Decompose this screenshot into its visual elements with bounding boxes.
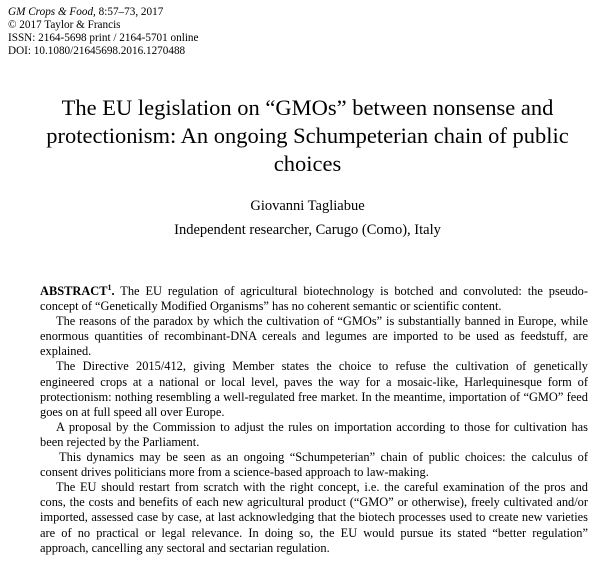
abstract-paragraph: The reasons of the paradox by which the cultivation of “GMOs” is substantially banned in Europe, while enormous quantities of recombinant-DNA cereals and legumes are imported to be used as feedstuff, are explained. xyxy=(40,314,588,359)
article-title xyxy=(0,94,615,178)
abstract-paragraph: The EU should restart from scratch with the right concept, i.e. the careful examination of the pros and cons, the costs and benefits of each new agricultural product (“GMO” or otherwise), freely cultivated and/or imported, assessed case by case, at last acknowledging that the biotech processes used to create new varieties are of no practical or legal relevance. In doing so, the EU would pursue its stated “better regulation” approach, cancelling any sectoral and sectarian regulation. xyxy=(40,480,588,555)
title-line: protectionism: An ongoing Schumpeterian chain of public xyxy=(46,123,569,148)
abstract-paragraph: The Directive 2015/412, giving Member states the choice to refuse the cultivation of genetically engineered crops at a national or local level, paves the way for a mosaic-like, Harlequinesque form of protectionism: nothing resembling a well-regulated free market. In the meantime, importation of “GMO” feed goes on at full speed all over Europe. xyxy=(40,359,588,419)
author-name: Giovanni Tagliabue xyxy=(250,198,365,214)
footnote-marker: 1 xyxy=(107,282,112,292)
journal-name: GM Crops & Food, xyxy=(8,6,96,18)
title-line: The EU legislation on “GMOs” between nonsense and xyxy=(61,95,554,120)
abstract xyxy=(40,284,588,556)
volume-pages-year: 8:57–73, 2017 xyxy=(95,6,164,18)
abstract-paragraph: This dynamics may be seen as an ongoing “Schumpeterian” chain of public choices: the calculus of consent drives politicians more from a science-based approach to law-making. xyxy=(40,450,588,480)
publication-metadata xyxy=(8,6,199,58)
author-affiliation: Independent researcher, Carugo (Como), Italy xyxy=(174,222,441,238)
copyright-line: © 2017 Taylor & Francis xyxy=(8,19,121,31)
abstract-paragraph xyxy=(40,284,588,314)
abstract-text: The EU regulation of agricultural biotechnology is botched and convoluted: the pseudo-concept of “Genetically Modified Organisms” has no coherent semantic or scientific content. xyxy=(40,284,588,314)
issn-line: ISSN: 2164-5698 print / 2164-5701 online xyxy=(8,32,199,44)
title-line: choices xyxy=(273,151,342,176)
doi-line: DOI: 10.1080/21645698.2016.1270488 xyxy=(8,45,186,57)
journal-citation xyxy=(8,6,199,19)
abstract-paragraph: A proposal by the Commission to adjust the rules on importation according to those for cultivation has been rejected by the Parliament. xyxy=(40,419,588,449)
abstract-label: ABSTRACT$^1$. xyxy=(40,282,115,298)
